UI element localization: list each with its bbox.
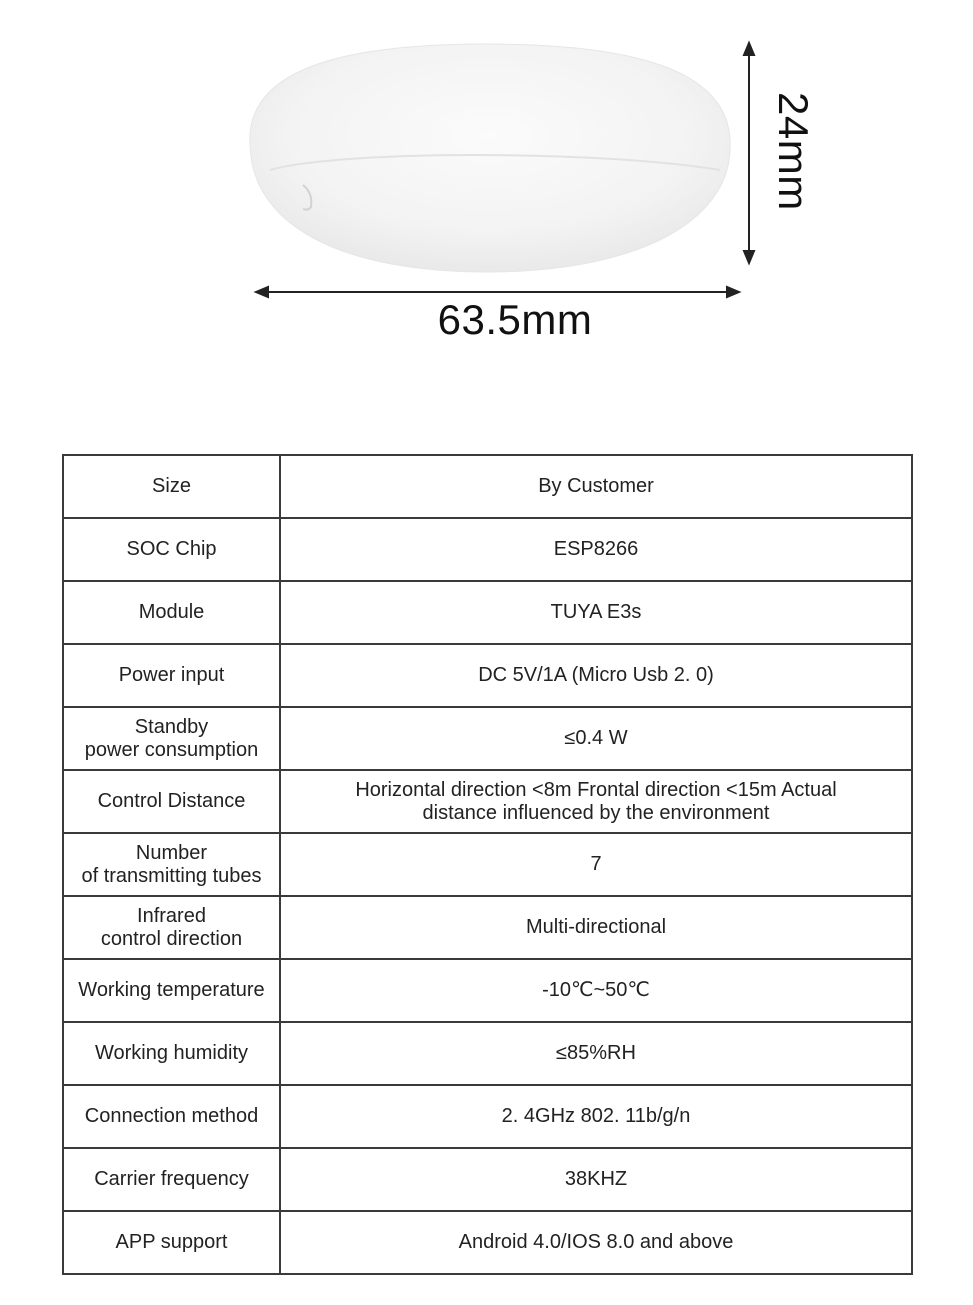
spec-label: Module — [138, 601, 205, 623]
spec-row — [63, 581, 912, 644]
spec-value-cell — [280, 518, 912, 581]
spec-label: APP support — [115, 1231, 228, 1253]
product-dimension-figure — [0, 0, 973, 380]
spec-value: Horizontal direction <8m Frontal direction <15m Actual — [355, 778, 837, 801]
device-body — [250, 44, 730, 272]
spec-value: 38KHZ — [564, 1168, 628, 1190]
spec-value: -10℃~50℃ — [542, 979, 650, 1001]
spec-value: By Customer — [538, 475, 654, 497]
spec-row — [63, 1022, 912, 1085]
spec-label: control direction — [100, 927, 243, 950]
spec-row — [63, 1148, 912, 1211]
spec-label: Working temperature — [78, 979, 265, 1001]
spec-row — [63, 959, 912, 1022]
spec-row — [63, 644, 912, 707]
spec-label: Working humidity — [94, 1042, 249, 1064]
spec-label-cell — [63, 1022, 280, 1085]
spec-value: Multi-directional — [525, 916, 667, 938]
spec-label: Infrared — [137, 904, 206, 927]
spec-value: ESP8266 — [553, 538, 639, 560]
spec-label: power consumption — [84, 738, 259, 761]
spec-value: ≤85%RH — [556, 1042, 636, 1064]
spec-value-cell — [280, 833, 912, 896]
spec-label: Connection method — [84, 1105, 259, 1127]
spec-label-cell — [63, 581, 280, 644]
spec-value-cell — [280, 644, 912, 707]
specification-table — [62, 454, 913, 1275]
spec-label: Standby — [134, 715, 209, 738]
spec-label: of transmitting tubes — [81, 864, 262, 887]
spec-row — [63, 518, 912, 581]
spec-label: Number — [135, 841, 208, 864]
spec-label-cell — [63, 518, 280, 581]
spec-value: ≤0.4 W — [564, 727, 628, 749]
spec-value-cell — [280, 1022, 912, 1085]
spec-row — [63, 455, 912, 518]
spec-value: Android 4.0/IOS 8.0 and above — [458, 1231, 734, 1253]
spec-value-cell — [280, 581, 912, 644]
height-dimension-arrow — [744, 43, 754, 263]
spec-row — [63, 1085, 912, 1148]
spec-value-cell — [280, 1148, 912, 1211]
spec-label-cell — [63, 455, 280, 518]
width-dimension-label: 63.5mm — [437, 296, 593, 343]
spec-value-cell — [280, 1211, 912, 1274]
specification-table-body — [63, 455, 912, 1274]
spec-label-cell — [63, 1148, 280, 1211]
spec-row — [63, 707, 912, 770]
height-dimension-label: 24mm — [770, 92, 817, 211]
spec-label: Control Distance — [97, 790, 246, 812]
spec-label: Power input — [118, 664, 225, 686]
spec-label: Carrier frequency — [94, 1168, 249, 1190]
spec-row — [63, 770, 912, 833]
spec-row — [63, 1211, 912, 1274]
spec-value-cell — [280, 770, 912, 833]
spec-label-cell — [63, 833, 280, 896]
spec-label-cell — [63, 707, 280, 770]
spec-value-cell — [280, 707, 912, 770]
spec-value: 2. 4GHz 802. 11b/g/n — [501, 1105, 691, 1127]
spec-value-cell — [280, 896, 912, 959]
spec-label-cell — [63, 644, 280, 707]
spec-row — [63, 896, 912, 959]
spec-label: Size — [152, 475, 191, 497]
spec-row — [63, 833, 912, 896]
spec-label: SOC Chip — [126, 538, 217, 560]
spec-value: 7 — [590, 853, 602, 875]
spec-value: distance influenced by the environment — [422, 801, 770, 824]
spec-label-cell — [63, 1211, 280, 1274]
spec-label-cell — [63, 1085, 280, 1148]
spec-value: TUYA E3s — [550, 601, 642, 623]
spec-value-cell — [280, 959, 912, 1022]
spec-value: DC 5V/1A (Micro Usb 2. 0) — [478, 664, 714, 686]
spec-value-cell — [280, 1085, 912, 1148]
spec-label-cell — [63, 959, 280, 1022]
spec-label-cell — [63, 770, 280, 833]
spec-label-cell — [63, 896, 280, 959]
spec-value-cell — [280, 455, 912, 518]
